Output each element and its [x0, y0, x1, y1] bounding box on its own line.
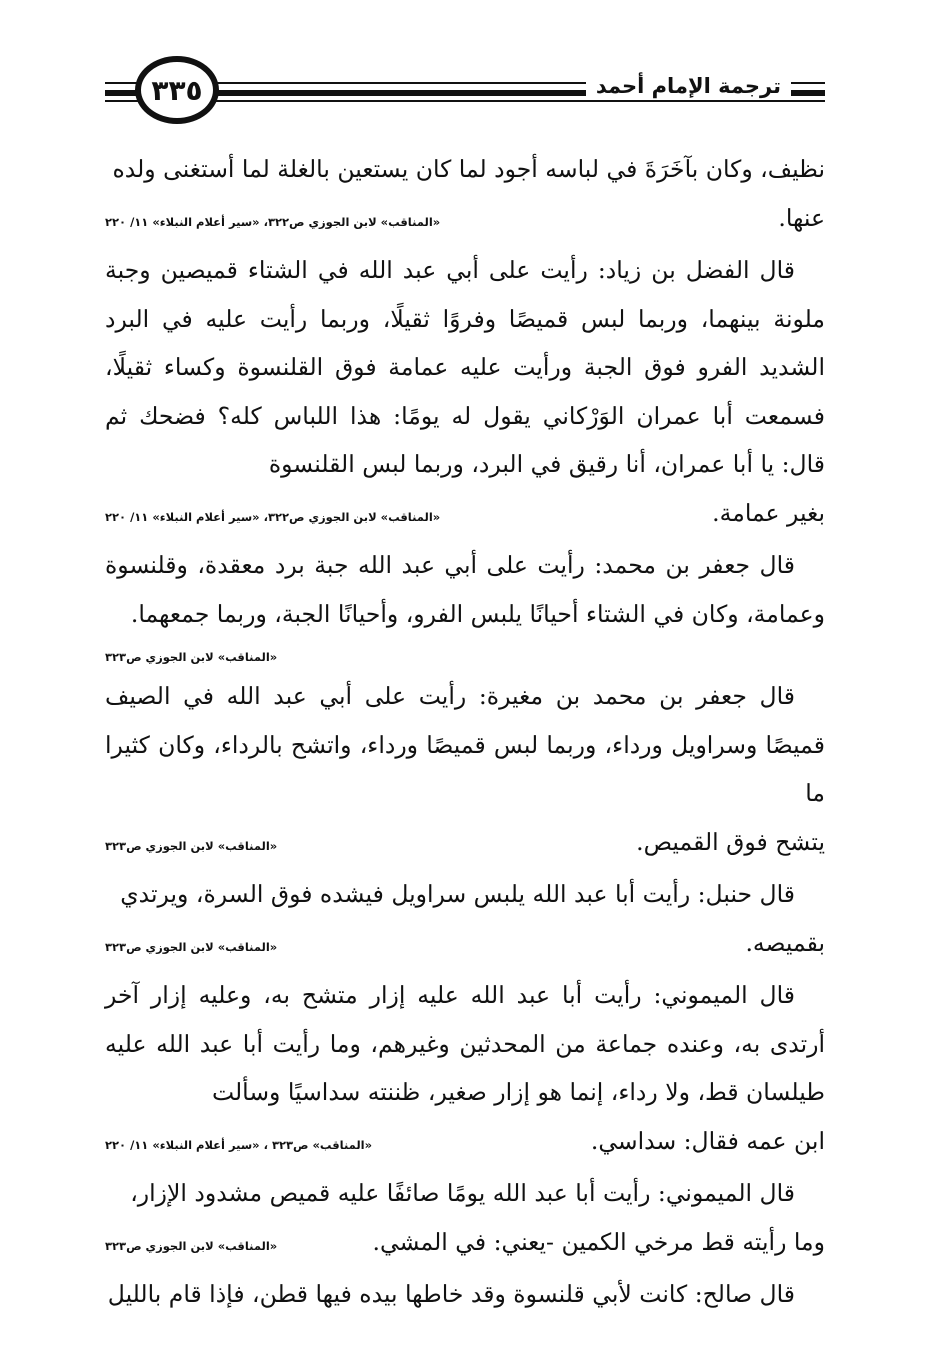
citation: «المناقب» لابن الجوزي ص٣٢٢، «سير أعلام النبلاء» ١١/ ٢٢٠ [105, 509, 441, 524]
citation: «المناقب» لابن الجوزي ص٣٢٣ [105, 1238, 278, 1253]
paragraph-tail: وما رأيته قط مرخي الكمين -يعني: في المشي. [372, 1227, 825, 1256]
paragraph-text: قال حنبل: رأيت أبا عبد الله يلبس سراويل فيشده فوق السرة، ويرتدي [120, 880, 795, 908]
paragraph [105, 145, 825, 246]
paragraph-tail: بغير عمامة. [712, 498, 825, 527]
paragraph-text: قال صالح: كانت لأبي قلنسوة وقد خاطها بيده فيها قطن، فإذا قام بالليل [107, 1280, 795, 1308]
paragraph-tail: ابن عمه فقال: سداسي. [590, 1126, 825, 1155]
source-line [105, 489, 825, 542]
paragraph [105, 870, 825, 971]
paragraph-tail: عنها. [778, 203, 825, 232]
paragraph [105, 541, 825, 672]
paragraph-text: قال الميموني: رأيت أبا عبد الله يومًا صائفًا عليه قميص مشدود الإزار، [130, 1179, 795, 1207]
source-line [105, 194, 825, 247]
citation: «المناقب» لابن الجوزي ص٣٢٣ [105, 650, 278, 664]
source-line [105, 638, 825, 672]
page-body [105, 145, 825, 1319]
paragraph-text: قال جعفر بن محمد بن مغيرة: رأيت على أبي عبد الله في الصيف قميصًا وسراويل ورداء، وربما لبس قميصًا ورداء، واتشح بالرداء، وكان كثيرا ما [105, 682, 825, 807]
paragraph [105, 1169, 825, 1270]
paragraph-tail: بقميصه. [745, 928, 825, 957]
page-header [105, 56, 825, 136]
source-line [105, 919, 825, 972]
paragraph-tail: يتشح فوق القميص. [636, 827, 825, 856]
paragraph [105, 246, 825, 541]
citation: «المناقب» لابن الجوزي ص٣٢٢، «سير أعلام النبلاء» ١١/ ٢٢٠ [105, 214, 441, 229]
paragraph-text: نظيف، وكان بآخَرَةَ في لباسه أجود لما كان يستعين بالغلة لما أستغنى ولده [112, 155, 825, 183]
citation: «المناقب» ص٣٢٣ ، «سير أعلام النبلاء» ١١/ ٢٢٠ [105, 1137, 373, 1152]
source-line [105, 1117, 825, 1170]
citation: «المناقب» لابن الجوزي ص٣٢٣ [105, 939, 278, 954]
source-line [105, 818, 825, 871]
paragraph-text: قال جعفر بن محمد: رأيت على أبي عبد الله جبة برد معقدة، وقلنسوة وعمامة، وكان في الشتاء أحيانًا يلبس الفرو، وأحيانًا الجبة، وربما جمعهما. [105, 551, 825, 628]
paragraph-text: قال الميموني: رأيت أبا عبد الله عليه إزار متشح به، وعليه إزار آخر أرتدى به، وعنده جماعة من المحدثين وغيرهم، وما رأيت أبا عبد الله عليه طيلسان قط، ولا رداء، إنما هو إزار صغير، ظننته سداسيًا وسألت [105, 981, 825, 1106]
page-number: ٣٣٥ [135, 56, 219, 124]
paragraph [105, 971, 825, 1169]
paragraph-text: قال الفضل بن زياد: رأيت على أبي عبد الله في الشتاء قميصين وجبة ملونة بينهما، وربما لبس قميصًا وفروًا ثقيلًا، وربما رأيت عليه في البرد الشديد الفرو فوق الجبة ورأيت عليه عمامة فوق القلنسوة وكساء ثقيلًا، فسمعت أبا عمران الوَرْكاني يقول له يومًا: هذا اللباس كله؟ فضحك ثم قال: يا أبا عمران، أنا رقيق في البرد، وربما لبس القلنسوة [105, 256, 825, 478]
source-line [105, 1218, 825, 1271]
running-title: ترجمة الإمام أحمد [586, 74, 791, 98]
citation: «المناقب» لابن الجوزي ص٣٢٣ [105, 838, 278, 853]
paragraph [105, 1270, 825, 1319]
paragraph [105, 672, 825, 870]
